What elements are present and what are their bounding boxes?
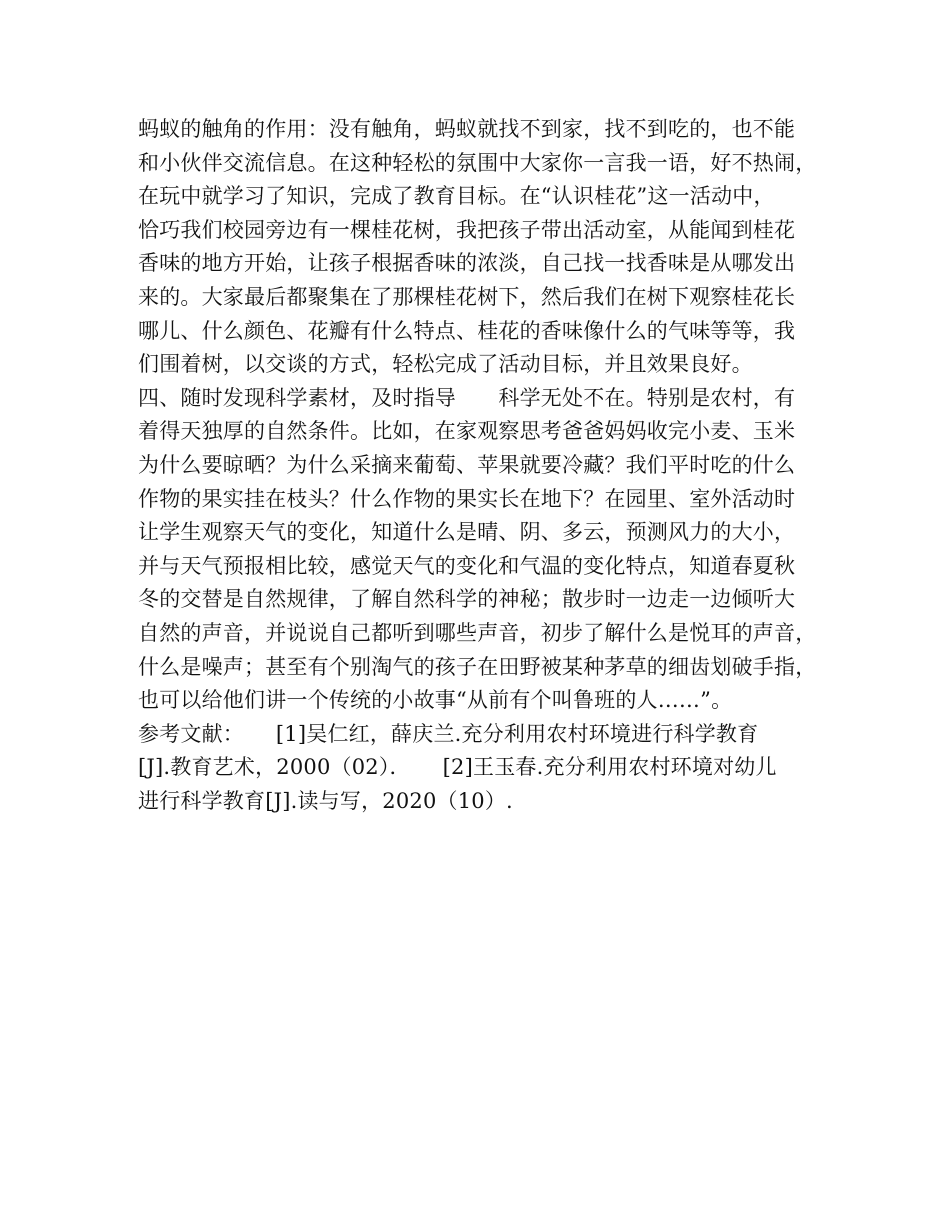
references-line: 参考文献： [1]吴仁红，薛庆兰.充分利用农村环境进行科学教育 xyxy=(138,721,759,746)
text-line: 恰巧我们校园旁边有一棵桂花树，我把孩子带出活动室，从能闻到桂花 xyxy=(138,217,796,242)
text-line: 冬的交替是自然规律，了解自然科学的神秘；散步时一边走一边倾听大 xyxy=(138,587,796,612)
text-line: 着得天独厚的自然条件。比如，在家观察思考爸爸妈妈收完小麦、玉米 xyxy=(138,419,796,444)
body-text xyxy=(138,113,838,818)
text-line: 和小伙伴交流信息。在这种轻松的氛围中大家你一言我一语，好不热闹， xyxy=(138,150,817,175)
text-line: 们围着树，以交谈的方式，轻松完成了活动目标，并且效果良好。 xyxy=(138,352,753,377)
references-line: [J].教育艺术，2000（02）． [2]王玉春.充分利用农村环境对幼儿 xyxy=(138,755,777,780)
text-line: 来的。大家最后都聚集在了那棵桂花树下，然后我们在树下观察桂花长 xyxy=(138,284,796,309)
text-line: 什么是噪声；甚至有个别淘气的孩子在田野被某种茅草的细齿划破手指， xyxy=(138,654,817,679)
text-line: 并与天气预报相比较，感觉天气的变化和气温的变化特点，知道春夏秋 xyxy=(138,553,796,578)
references-line: 进行科学教育[J].读与写，2020（10）. xyxy=(138,788,513,813)
text-line: 也可以给他们讲一个传统的小故事“从前有个叫鲁班的人……”。 xyxy=(138,688,733,713)
section-heading-line: 四、随时发现科学素材，及时指导 科学无处不在。特别是农村，有 xyxy=(138,385,796,410)
text-line: 在玩中就学习了知识，完成了教育目标。在“认识桂花”这一活动中， xyxy=(138,184,775,209)
text-line: 蚂蚁的触角的作用：没有触角，蚂蚁就找不到家，找不到吃的，也不能 xyxy=(138,117,796,141)
text-line: 哪儿、什么颜色、花瓣有什么特点、桂花的香味像什么的气味等等，我 xyxy=(138,318,796,343)
text-line: 让学生观察天气的变化，知道什么是晴、阴、多云，预测风力的大小， xyxy=(138,520,796,545)
text-line: 为什么要晾晒？为什么采摘来葡萄、苹果就要冷藏？我们平时吃的什么 xyxy=(138,452,796,477)
text-line: 自然的声音，并说说自己都听到哪些声音，初步了解什么是悦耳的声音， xyxy=(138,620,817,645)
text-line: 作物的果实挂在枝头？什么作物的果实长在地下？在园里、室外活动时 xyxy=(138,486,796,511)
text-line: 香味的地方开始，让孩子根据香味的浓淡，自己找一找香味是从哪发出 xyxy=(138,251,796,276)
